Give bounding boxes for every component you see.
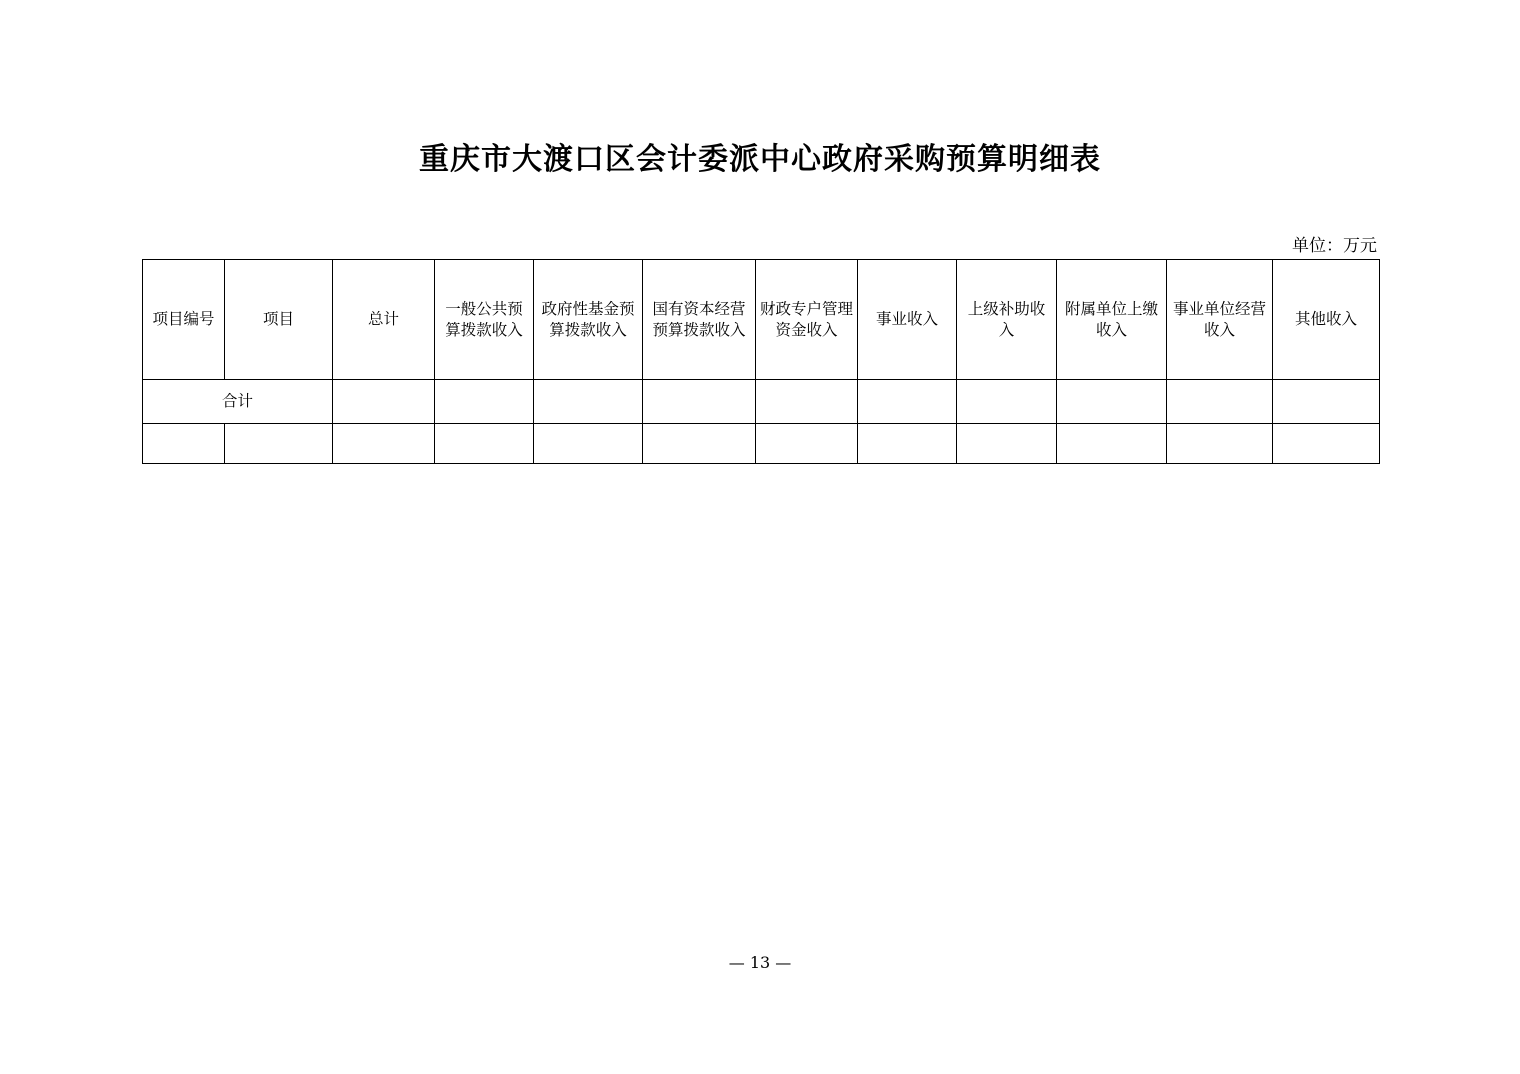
table-cell (143, 424, 225, 464)
header-row (143, 260, 1380, 380)
header-fiscal-special-account: 财政专户管理资金收入 (756, 260, 858, 380)
header-government-fund-budget: 政府性基金预算拨款收入 (534, 260, 643, 380)
header-project-code: 项目编号 (143, 260, 225, 380)
table-cell (756, 380, 858, 424)
table-cell (643, 424, 756, 464)
table-cell (756, 424, 858, 464)
table-row (143, 424, 1380, 464)
table-cell (1167, 424, 1273, 464)
table-cell (957, 424, 1057, 464)
header-superior-subsidy: 上级补助收入 (957, 260, 1057, 380)
table-cell (534, 380, 643, 424)
header-other-income: 其他收入 (1273, 260, 1380, 380)
header-total: 总计 (333, 260, 435, 380)
table-cell (435, 380, 534, 424)
header-state-capital-budget: 国有资本经营预算拨款收入 (643, 260, 756, 380)
table-cell (333, 424, 435, 464)
table-cell (1273, 424, 1380, 464)
header-subsidiary-remittance: 附属单位上缴收入 (1057, 260, 1167, 380)
header-project: 项目 (225, 260, 333, 380)
table-cell (534, 424, 643, 464)
table-cell (858, 424, 957, 464)
header-institution-operating-income: 事业单位经营收入 (1167, 260, 1273, 380)
table-cell (1167, 380, 1273, 424)
table-cell (1057, 380, 1167, 424)
page-title: 重庆市大渡口区会计委派中心政府采购预算明细表 (419, 142, 1101, 177)
header-general-public-budget: 一般公共预算拨款收入 (435, 260, 534, 380)
header-business-income: 事业收入 (858, 260, 957, 380)
budget-table (142, 259, 1380, 464)
table-cell (858, 380, 957, 424)
table-cell (333, 380, 435, 424)
unit-label: 单位：万元 (1292, 236, 1377, 256)
table-cell (643, 380, 756, 424)
table-cell (957, 380, 1057, 424)
total-label: 合计 (143, 380, 333, 424)
table-cell (435, 424, 534, 464)
page-number: — 13 — (728, 953, 792, 972)
table-cell (1273, 380, 1380, 424)
table-cell (1057, 424, 1167, 464)
table-cell (225, 424, 333, 464)
total-row (143, 380, 1380, 424)
